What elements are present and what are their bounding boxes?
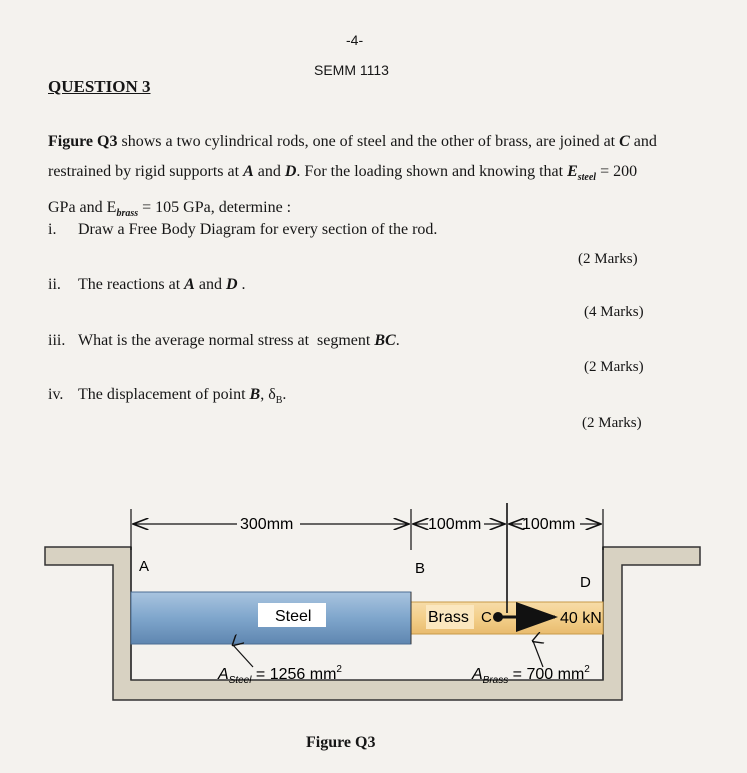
- intro-line-2: restrained by rigid supports at A and D. For the loading shown and knowing that $E_{steel} = 200$: [48, 163, 638, 184]
- item-3-text: What is the average normal stress at segment BC.: [78, 332, 400, 349]
- question-intro: [48, 131, 708, 225]
- point-c-label: C: [481, 609, 492, 626]
- item-4-text: The displacement of point B, $\delta_B$.: [78, 386, 287, 407]
- point-b-label: B: [415, 560, 426, 577]
- intro-line-1: Figure Q3 shows a two cylindrical rods, one of steel and the other of brass, are joined at C and: [48, 133, 657, 150]
- course-code: SEMM 1113: [314, 62, 389, 78]
- question-title: QUESTION 3: [48, 77, 151, 96]
- item-1-number: i.: [48, 221, 57, 238]
- intro-line-3: GPa and $E_{brass} = 105$ GPa, determine :: [48, 199, 292, 220]
- point-a-label: A: [139, 558, 150, 575]
- area-steel-label: $A_{Steel} = 1256$ $mm^2$: [218, 664, 342, 686]
- steel-label: Steel: [275, 608, 312, 625]
- item-3-marks: (2 Marks): [584, 359, 644, 375]
- item-1-marks: (2 Marks): [578, 251, 638, 267]
- page-number: -4-: [346, 32, 364, 48]
- item-2-text: The reactions at A and D .: [78, 276, 246, 293]
- point-d-label: D: [580, 574, 591, 591]
- dimension-cd-label: 100mm: [522, 516, 576, 533]
- brass-label: Brass: [428, 609, 469, 626]
- load-label: 40 kN: [560, 610, 602, 627]
- dimension-ab-label: 300mm: [240, 516, 294, 533]
- item-2-number: ii.: [48, 276, 61, 293]
- item-2-marks: (4 Marks): [584, 304, 644, 320]
- item-1-text: Draw a Free Body Diagram for every section of the rod.: [78, 221, 438, 238]
- figure-q3-diagram: [0, 495, 747, 725]
- area-brass-label: $A_{Brass} = 700$ $mm^2$: [472, 664, 590, 686]
- dimension-bc-label: 100mm: [428, 516, 482, 533]
- item-3-number: iii.: [48, 332, 66, 349]
- item-4-marks: (2 Marks): [582, 415, 642, 431]
- item-4-number: iv.: [48, 386, 64, 403]
- figure-caption: Figure Q3: [306, 734, 376, 751]
